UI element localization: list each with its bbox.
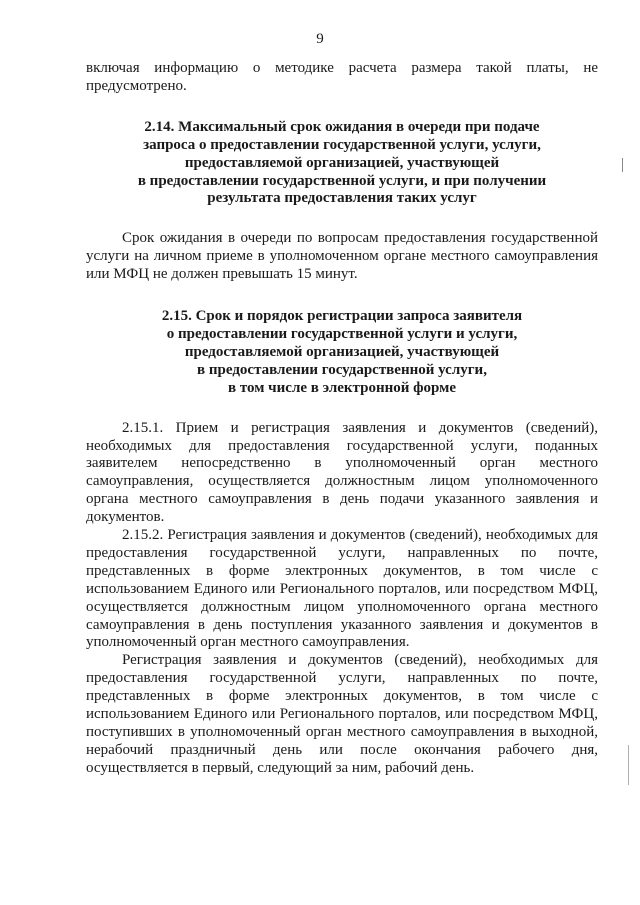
heading-line: 2.15. Срок и порядок регистрации запроса заявителя — [161, 308, 523, 325]
heading-line: в предоставлении государственной услуги, — [197, 361, 487, 378]
heading-line: запроса о предоставлении государственной услуги, услуги, — [143, 136, 541, 153]
heading-line: предоставляемой организацией, участвующей — [184, 154, 500, 171]
heading-line: о предоставлении государственной услуги и услуги, — [166, 325, 518, 342]
spacer — [86, 96, 598, 119]
page-number: 9 — [316, 31, 324, 47]
heading-line: в предоставлении государственной услуги, и при получении — [137, 172, 547, 189]
paragraph-2-15-2: 2.15.2. Регистрация заявления и документов (сведений), необходимых для предоставления государственной услуги, направленных по почте, представленных в форме электронных документов, в том числе с использованием Единого или Регионального порталов, или посредством МФЦ, осуществляется должностным лицом уполномоченного органа местного самоуправления в день поступления указанного заявления и документов в уполномоченный орган местного самоуправления. — [86, 527, 598, 651]
heading-line: результата предоставления таких услуг — [207, 190, 477, 207]
spacer — [86, 284, 598, 308]
page-content — [86, 60, 598, 778]
paragraph-registration-nonworking-day: Регистрация заявления и документов (сведений), необходимых для предоставления государственной услуги, направленных по почте, представленных в форме электронных документов, в том числе с использованием Единого или Регионального порталов, или посредством МФЦ, поступивших в уполномоченный орган местного самоуправления в выходной, нерабочий праздничный день или после окончания рабочего дня, осуществляется в первый, следующий за ним, рабочий день. — [86, 652, 598, 776]
spacer — [86, 398, 598, 420]
section-2-14-body: Срок ожидания в очереди по вопросам предоставления государственной услуги на личном приеме в уполномоченном органе местного самоуправления или МФЦ не должен превышать 15 минут. — [86, 230, 598, 283]
paragraph-2-15-1: 2.15.1. Прием и регистрация заявления и документов (сведений), необходимых для предоставления государственной услуги, поданных заявителем непосредственно в уполномоченный орган местного самоуправления, осуществляется должностным лицом уполномоченного органа местного самоуправления в день подачи указанного заявления и документов. — [86, 419, 598, 526]
heading-line: в том числе в электронной форме — [227, 379, 456, 396]
intro-paragraph: включая информацию о методике расчета размера такой платы, не предусмотрено. — [86, 60, 598, 94]
heading-line: предоставляемой организацией, участвующей — [184, 343, 500, 360]
scan-margin-mark — [622, 158, 623, 172]
scan-margin-mark — [628, 745, 629, 785]
spacer — [86, 208, 598, 230]
section-2-14-heading — [86, 119, 598, 209]
heading-line: 2.14. Максимальный срок ожидания в очереди при подаче — [144, 118, 540, 135]
section-2-15-heading — [86, 308, 598, 398]
